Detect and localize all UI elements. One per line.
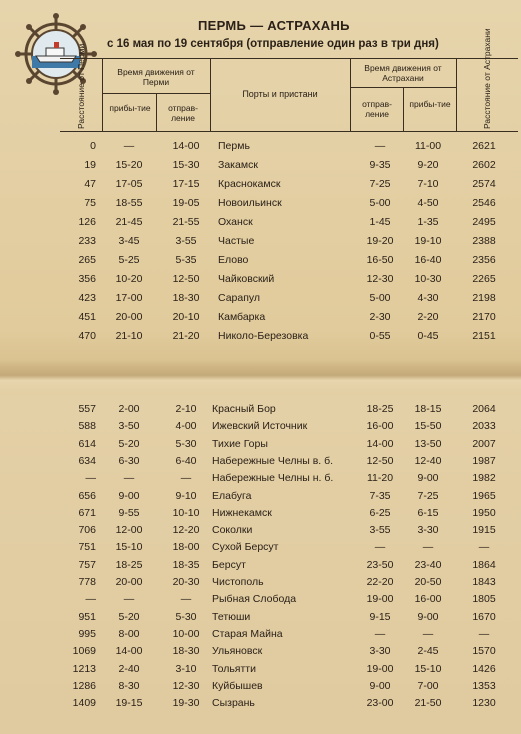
table-row <box>0 645 521 661</box>
table-row <box>0 663 521 679</box>
departure-from-perm-cell: 6-40 <box>175 454 197 467</box>
arrival-from-astrakhan-cell: 4-30 <box>417 292 439 304</box>
distance-from-perm-cell: 995 <box>78 627 96 640</box>
arrival-from-perm-cell: — <box>123 472 135 485</box>
arrival-from-perm-cell: 2-40 <box>118 662 140 675</box>
distance-from-astrakhan-cell: 1670 <box>472 610 496 623</box>
departure-from-astrakhan-cell: 18-25 <box>366 403 394 415</box>
distance-from-perm-cell: 557 <box>78 403 96 415</box>
port-name-cell: Частые <box>218 235 255 247</box>
header-arrival: прибы-тие <box>109 103 151 113</box>
departure-from-astrakhan-cell: 9-15 <box>369 610 391 623</box>
header-arrival2: прибы-тие <box>409 99 451 109</box>
departure-from-astrakhan-cell: — <box>374 541 386 554</box>
page-title: ПЕРМЬ — АСТРАХАНЬ <box>198 18 350 33</box>
arrival-from-perm-cell: 15-20 <box>115 159 143 171</box>
distance-from-perm-cell: 1409 <box>72 697 96 710</box>
departure-from-perm-cell: 10-00 <box>172 627 200 640</box>
departure-from-astrakhan-cell: — <box>374 627 386 640</box>
distance-from-perm-cell: 47 <box>84 178 96 190</box>
header-ports: Порты и пристани <box>242 89 318 99</box>
arrival-from-astrakhan-cell: 0-45 <box>417 330 439 342</box>
arrival-from-astrakhan-cell: 6-15 <box>417 506 439 519</box>
distance-from-astrakhan-cell: 1426 <box>472 662 496 675</box>
arrival-from-perm-cell: 5-20 <box>118 437 140 450</box>
page-subtitle: с 16 мая по 19 сентября (отправление один раз в три дня) <box>107 38 439 50</box>
departure-from-astrakhan-cell: 22-20 <box>366 576 394 588</box>
table-row <box>0 235 521 251</box>
port-name-cell: Камбарка <box>218 311 266 323</box>
table-row <box>0 576 521 592</box>
table-row <box>0 159 521 175</box>
arrival-from-perm-cell: 10-20 <box>115 273 143 285</box>
distance-from-perm-cell: 588 <box>78 420 96 433</box>
header-divider <box>350 59 351 131</box>
distance-from-astrakhan-cell: 1864 <box>472 558 496 571</box>
header-divider <box>156 93 157 131</box>
arrival-from-astrakhan-cell: 2-45 <box>417 645 439 658</box>
arrival-from-perm-cell: 21-45 <box>115 216 143 228</box>
arrival-from-perm-cell: 6-30 <box>118 454 140 467</box>
distance-from-perm-cell: 470 <box>78 330 96 342</box>
departure-from-astrakhan-cell: 19-20 <box>366 235 394 247</box>
distance-from-perm-cell: 451 <box>78 311 96 323</box>
table-row <box>0 438 521 454</box>
arrival-from-perm-cell: — <box>123 593 135 606</box>
port-name-cell: Соколки <box>212 524 253 537</box>
distance-from-astrakhan-cell: 1987 <box>472 454 496 467</box>
distance-from-perm-cell: 233 <box>78 235 96 247</box>
table-row <box>0 420 521 436</box>
departure-from-perm-cell: 5-30 <box>175 610 197 623</box>
distance-from-perm-cell: 0 <box>90 140 96 152</box>
table-row <box>0 593 521 609</box>
arrival-from-astrakhan-cell: 19-10 <box>414 235 442 247</box>
distance-from-perm-cell: 614 <box>78 437 96 450</box>
table-row <box>0 197 521 213</box>
table-row <box>0 254 521 270</box>
port-name-cell: Новоильинск <box>218 197 282 209</box>
table-row <box>0 292 521 308</box>
distance-from-perm-cell: 757 <box>78 558 96 571</box>
departure-from-perm-cell: — <box>180 472 192 485</box>
departure-from-perm-cell: 19-30 <box>172 697 200 710</box>
arrival-from-perm-cell: — <box>123 140 135 152</box>
distance-from-perm-cell: 751 <box>78 541 96 554</box>
distance-from-astrakhan-cell: 2546 <box>472 197 496 209</box>
arrival-from-astrakhan-cell: 16-40 <box>414 254 442 266</box>
port-name-cell: Ижевский Источник <box>212 420 308 433</box>
distance-from-perm-cell: 778 <box>78 576 96 588</box>
departure-from-perm-cell: 12-30 <box>172 679 200 692</box>
departure-from-astrakhan-cell: 23-00 <box>366 697 394 710</box>
arrival-from-astrakhan-cell: 7-10 <box>417 178 439 190</box>
departure-from-perm-cell: 21-20 <box>172 330 200 342</box>
departure-from-astrakhan-cell: 19-00 <box>366 593 394 606</box>
distance-from-perm-cell: — <box>85 472 96 485</box>
distance-from-perm-cell: 634 <box>78 454 96 467</box>
port-name-cell: Сухой Берсут <box>212 541 279 554</box>
port-name-cell: Оханск <box>218 216 253 228</box>
port-name-cell: Сызрань <box>212 697 255 710</box>
arrival-from-astrakhan-cell: 3-30 <box>417 524 439 537</box>
departure-from-perm-cell: — <box>180 593 192 606</box>
arrival-from-perm-cell: 18-55 <box>115 197 143 209</box>
port-name-cell: Куйбышев <box>212 679 263 692</box>
departure-from-perm-cell: 3-10 <box>175 662 197 675</box>
departure-from-perm-cell: 18-35 <box>172 558 200 571</box>
distance-from-astrakhan-cell: 2151 <box>472 330 496 342</box>
table-row <box>0 330 521 346</box>
arrival-from-astrakhan-cell: 13-50 <box>414 437 442 450</box>
distance-from-astrakhan-cell: 2388 <box>472 235 496 247</box>
distance-from-astrakhan-cell: 1965 <box>472 489 496 502</box>
arrival-from-perm-cell: 12-00 <box>115 524 143 537</box>
departure-from-astrakhan-cell: 14-00 <box>366 437 394 450</box>
header-divider <box>102 59 103 131</box>
port-name-cell: Краснокамск <box>218 178 281 190</box>
arrival-from-astrakhan-cell: 7-25 <box>417 489 439 502</box>
arrival-from-astrakhan-cell: — <box>422 541 434 554</box>
distance-from-astrakhan-cell: 2356 <box>472 254 496 266</box>
arrival-from-perm-cell: 19-15 <box>115 697 143 710</box>
arrival-from-astrakhan-cell: — <box>422 627 434 640</box>
arrival-from-astrakhan-cell: 9-00 <box>417 610 439 623</box>
arrival-from-astrakhan-cell: 15-50 <box>414 420 442 433</box>
distance-from-astrakhan-cell: 1570 <box>472 645 496 658</box>
arrival-from-astrakhan-cell: 10-30 <box>414 273 442 285</box>
distance-from-perm-cell: 951 <box>78 610 96 623</box>
departure-from-astrakhan-cell: 0-55 <box>369 330 391 342</box>
departure-from-perm-cell: 12-20 <box>172 524 200 537</box>
distance-from-astrakhan-cell: 1230 <box>472 697 496 710</box>
distance-from-astrakhan-cell: 2265 <box>472 273 496 285</box>
departure-from-astrakhan-cell: 16-50 <box>366 254 394 266</box>
departure-from-astrakhan-cell: 12-30 <box>366 273 394 285</box>
departure-from-astrakhan-cell: — <box>374 140 386 152</box>
arrival-from-perm-cell: 15-10 <box>115 541 143 554</box>
departure-from-perm-cell: 15-30 <box>172 159 200 171</box>
arrival-from-perm-cell: 20-00 <box>115 311 143 323</box>
departure-from-perm-cell: 3-55 <box>175 235 197 247</box>
distance-from-astrakhan-cell: 2064 <box>472 403 496 415</box>
arrival-from-perm-cell: 14-00 <box>115 645 143 658</box>
header-distance-from-perm: Расстояние от Перми <box>76 43 86 129</box>
departure-from-astrakhan-cell: 3-55 <box>369 524 391 537</box>
distance-from-astrakhan-cell: 1353 <box>472 679 496 692</box>
page-fold <box>0 360 521 394</box>
departure-from-astrakhan-cell: 19-00 <box>366 662 394 675</box>
table-row <box>0 541 521 557</box>
table-row <box>0 628 521 644</box>
arrival-from-perm-cell: 5-20 <box>118 610 140 623</box>
departure-from-perm-cell: 10-10 <box>172 506 200 519</box>
distance-from-astrakhan-cell: — <box>478 541 490 554</box>
distance-from-perm-cell: 671 <box>78 506 96 519</box>
distance-from-astrakhan-cell: 2198 <box>472 292 496 304</box>
table-row <box>0 697 521 713</box>
distance-from-perm-cell: 356 <box>78 273 96 285</box>
header-departure2: отправ-ление <box>362 99 392 119</box>
departure-from-astrakhan-cell: 9-35 <box>369 159 391 171</box>
distance-from-perm-cell: 656 <box>78 489 96 502</box>
table-row <box>0 680 521 696</box>
arrival-from-astrakhan-cell: 2-20 <box>417 311 439 323</box>
distance-from-perm-cell: 19 <box>84 159 96 171</box>
port-name-cell: Рыбная Слобода <box>212 593 297 606</box>
arrival-from-perm-cell: 9-00 <box>118 489 140 502</box>
arrival-from-astrakhan-cell: 9-20 <box>417 159 439 171</box>
departure-from-astrakhan-cell: 12-50 <box>366 454 394 467</box>
distance-from-astrakhan-cell: — <box>478 627 490 640</box>
arrival-from-astrakhan-cell: 4-50 <box>417 197 439 209</box>
distance-from-perm-cell: 1286 <box>72 679 96 692</box>
arrival-from-perm-cell: 3-50 <box>118 420 140 433</box>
departure-from-perm-cell: 18-30 <box>172 292 200 304</box>
departure-from-astrakhan-cell: 23-50 <box>366 558 394 571</box>
port-name-cell: Старая Майна <box>212 627 283 640</box>
distance-from-astrakhan-cell: 2033 <box>472 420 496 433</box>
departure-from-perm-cell: 20-30 <box>172 576 200 588</box>
distance-from-astrakhan-cell: 1915 <box>472 524 496 537</box>
table-row <box>0 216 521 232</box>
departure-from-astrakhan-cell: 6-25 <box>369 506 391 519</box>
arrival-from-astrakhan-cell: 21-50 <box>414 697 442 710</box>
arrival-from-astrakhan-cell: 23-40 <box>414 558 442 571</box>
distance-from-astrakhan-cell: 2495 <box>472 216 496 228</box>
arrival-from-perm-cell: 3-45 <box>118 235 140 247</box>
header-distance-from-astrakhan: Расстояние от Астрахани <box>482 28 492 129</box>
port-name-cell: Чайковский <box>218 273 275 285</box>
table-row <box>0 273 521 289</box>
port-name-cell: Пермь <box>218 140 250 152</box>
departure-from-perm-cell: 17-15 <box>172 178 200 190</box>
header-movement-from-perm: Время движения от Перми <box>117 67 195 87</box>
departure-from-astrakhan-cell: 5-00 <box>369 197 391 209</box>
departure-from-perm-cell: 12-50 <box>172 273 200 285</box>
arrival-from-perm-cell: 8-30 <box>118 679 140 692</box>
distance-from-astrakhan-cell: 1805 <box>472 593 496 606</box>
port-name-cell: Закамск <box>218 159 258 171</box>
departure-from-astrakhan-cell: 7-25 <box>369 178 391 190</box>
arrival-from-astrakhan-cell: 11-00 <box>414 140 442 152</box>
departure-from-perm-cell: 18-30 <box>172 645 200 658</box>
distance-from-perm-cell: — <box>85 593 96 606</box>
port-name-cell: Тихие Горы <box>212 437 268 450</box>
header-movement-from-astrakhan: Время движения от Астрахани <box>364 63 442 83</box>
distance-from-perm-cell: 423 <box>78 292 96 304</box>
table-row <box>0 403 521 419</box>
header-divider <box>456 59 457 131</box>
departure-from-perm-cell: 14-00 <box>172 140 200 152</box>
arrival-from-astrakhan-cell: 18-15 <box>414 403 442 415</box>
port-name-cell: Тетюши <box>212 610 251 623</box>
arrival-from-astrakhan-cell: 1-35 <box>417 216 439 228</box>
departure-from-astrakhan-cell: 2-30 <box>369 311 391 323</box>
table-row <box>0 455 521 471</box>
arrival-from-perm-cell: 20-00 <box>115 576 143 588</box>
arrival-from-astrakhan-cell: 20-50 <box>414 576 442 588</box>
port-name-cell: Чистополь <box>212 576 264 588</box>
port-name-cell: Берсут <box>212 558 246 571</box>
departure-from-astrakhan-cell: 11-20 <box>366 472 394 485</box>
port-name-cell: Набережные Челны в. б. <box>212 454 334 467</box>
distance-from-perm-cell: 1213 <box>72 662 96 675</box>
distance-from-astrakhan-cell: 1843 <box>472 576 496 588</box>
distance-from-perm-cell: 706 <box>78 524 96 537</box>
departure-from-perm-cell: 21-55 <box>172 216 200 228</box>
distance-from-astrakhan-cell: 1982 <box>472 472 496 485</box>
departure-from-astrakhan-cell: 16-00 <box>366 420 394 433</box>
arrival-from-perm-cell: 17-05 <box>115 178 143 190</box>
distance-from-astrakhan-cell: 2574 <box>472 178 496 190</box>
departure-from-perm-cell: 2-10 <box>175 403 197 415</box>
header-departure: отправ-ление <box>168 103 198 123</box>
port-name-cell: Красный Бор <box>212 403 276 415</box>
port-name-cell: Тольятти <box>212 662 256 675</box>
distance-from-astrakhan-cell: 2602 <box>472 159 496 171</box>
arrival-from-perm-cell: 18-25 <box>115 558 143 571</box>
arrival-from-astrakhan-cell: 9-00 <box>417 472 439 485</box>
departure-from-perm-cell: 5-35 <box>175 254 197 266</box>
arrival-from-astrakhan-cell: 7-00 <box>417 679 439 692</box>
table-row <box>0 611 521 627</box>
departure-from-astrakhan-cell: 9-00 <box>369 679 391 692</box>
port-name-cell: Нижнекамск <box>212 506 272 519</box>
arrival-from-astrakhan-cell: 15-10 <box>414 662 442 675</box>
departure-from-perm-cell: 18-00 <box>172 541 200 554</box>
distance-from-astrakhan-cell: 1950 <box>472 506 496 519</box>
arrival-from-perm-cell: 9-55 <box>118 506 140 519</box>
distance-from-astrakhan-cell: 2170 <box>472 311 496 323</box>
port-name-cell: Елабуга <box>212 489 252 502</box>
arrival-from-astrakhan-cell: 12-40 <box>414 454 442 467</box>
port-name-cell: Сарапул <box>218 292 261 304</box>
departure-from-perm-cell: 20-10 <box>172 311 200 323</box>
header-divider <box>403 87 404 131</box>
table-row <box>0 524 521 540</box>
table-row <box>0 311 521 327</box>
distance-from-perm-cell: 265 <box>78 254 96 266</box>
table-row <box>0 178 521 194</box>
port-name-cell: Набережные Челны н. б. <box>212 472 334 485</box>
table-row <box>0 559 521 575</box>
port-name-cell: Елово <box>218 254 249 266</box>
distance-from-perm-cell: 126 <box>78 216 96 228</box>
arrival-from-astrakhan-cell: 16-00 <box>414 593 442 606</box>
table-row <box>0 472 521 488</box>
arrival-from-perm-cell: 21-10 <box>115 330 143 342</box>
distance-from-perm-cell: 75 <box>84 197 96 209</box>
departure-from-perm-cell: 4-00 <box>175 420 197 433</box>
table-row <box>0 140 521 156</box>
arrival-from-perm-cell: 2-00 <box>118 403 140 415</box>
departure-from-perm-cell: 9-10 <box>175 489 197 502</box>
distance-from-perm-cell: 1069 <box>72 645 96 658</box>
table-row <box>0 490 521 506</box>
distance-from-astrakhan-cell: 2007 <box>472 437 496 450</box>
arrival-from-perm-cell: 5-25 <box>118 254 140 266</box>
departure-from-astrakhan-cell: 1-45 <box>369 216 391 228</box>
distance-from-astrakhan-cell: 2621 <box>472 140 496 152</box>
arrival-from-perm-cell: 8-00 <box>118 627 140 640</box>
departure-from-astrakhan-cell: 7-35 <box>369 489 391 502</box>
departure-from-astrakhan-cell: 3-30 <box>369 645 391 658</box>
port-name-cell: Николо-Березовка <box>218 330 309 342</box>
departure-from-perm-cell: 19-05 <box>172 197 200 209</box>
departure-from-astrakhan-cell: 5-00 <box>369 292 391 304</box>
table-row <box>0 507 521 523</box>
departure-from-perm-cell: 5-30 <box>175 437 197 450</box>
port-name-cell: Ульяновск <box>212 645 263 658</box>
arrival-from-perm-cell: 17-00 <box>115 292 143 304</box>
